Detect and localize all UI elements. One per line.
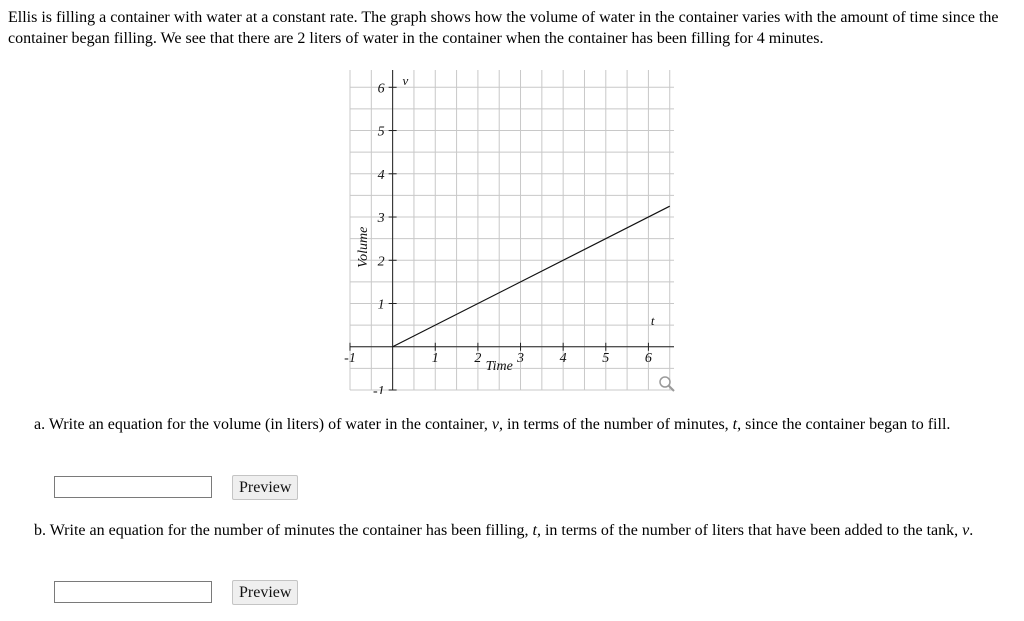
question-a-var-v: v [491,416,499,433]
question-b-var-v: v [962,522,970,539]
x-tick-label: 3 [517,350,525,366]
x-tick-label: 5 [602,350,610,366]
y-axis-variable: v [402,73,409,89]
x-tick-label: 2 [474,350,482,366]
preview-button-a[interactable]: Preview [232,475,298,500]
y-tick-label: -1 [372,384,385,394]
answer-input-a[interactable] [54,476,212,498]
x-tick-label: 1 [431,350,439,366]
question-a-var-t: t [732,416,738,433]
question-a-label: a. [34,416,46,433]
problem-statement: Ellis is filling a container with water at a constant rate. The graph shows how the volume of water in the container varies with the amount of time since the container began filling. We see that there are 2 liters of water in the container when the container has been filling for 4 minutes. [8,9,999,47]
preview-button-b[interactable]: Preview [232,580,298,605]
x-axis-title: Time [485,358,513,374]
question-a-text-1: Write an equation for the volume (in liters) of water in the container, [48,416,492,433]
x-tick-label: 4 [559,350,567,366]
answer-input-b[interactable] [54,581,212,603]
question-b-text-1: Write an equation for the number of minutes the container has been filling, [49,522,533,539]
graph-svg [340,64,680,394]
y-tick-label: 3 [377,211,385,227]
question-b-text-2: , in terms of the number of liters that have been added to the tank, [536,522,963,539]
question-a-text-2: , in terms of the number of minutes, [498,416,733,433]
y-tick-label: 2 [377,254,385,270]
y-tick-label: 6 [377,81,385,97]
volume-time-graph [340,64,680,394]
y-tick-label: 5 [377,124,385,140]
question-b [34,520,1014,541]
x-axis-variable: t [650,313,655,329]
y-tick-label: 1 [377,297,385,313]
question-a-text-3: , since the container began to fill. [737,416,951,433]
question-b-text-3: . [969,522,974,539]
magnifier-icon[interactable] [660,377,674,391]
question-a-text [49,416,951,433]
y-tick-label: 4 [377,167,385,183]
question-b-text [50,522,974,539]
question-a [34,414,1014,435]
y-axis-title: Volume [356,226,372,268]
x-tick-label: -1 [344,350,356,366]
series-line [393,206,670,347]
question-b-var-t: t [532,522,537,539]
x-tick-label: 6 [644,350,652,366]
question-b-label: b. [34,522,46,539]
